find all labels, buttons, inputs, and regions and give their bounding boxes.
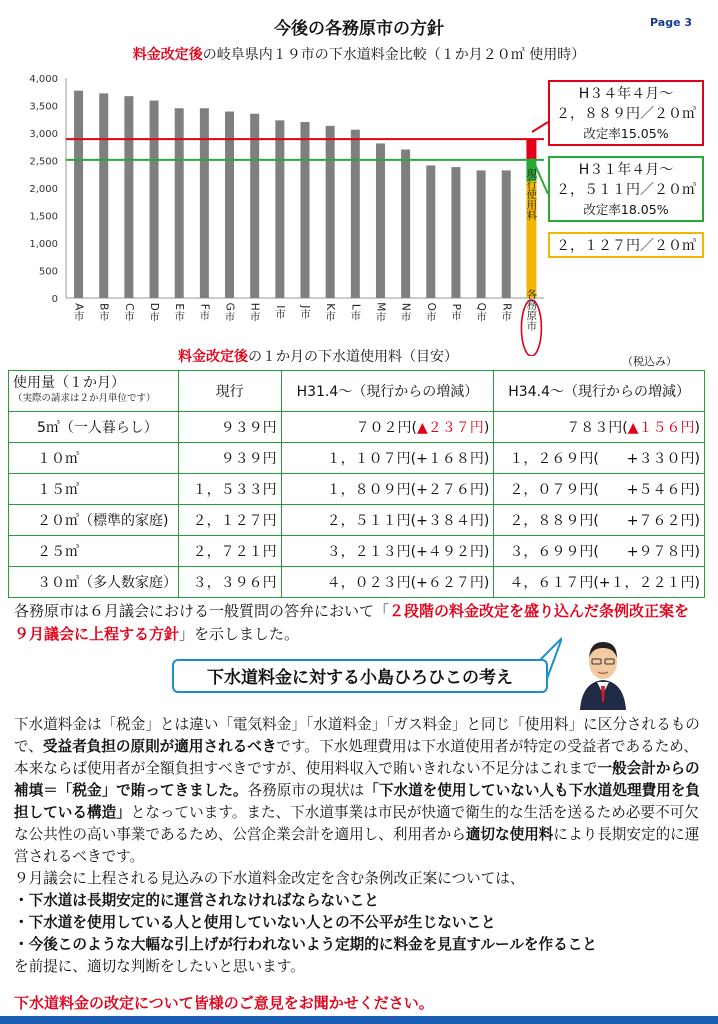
h31-fee-cell bbox=[281, 474, 494, 505]
h34-fee-cell bbox=[494, 567, 705, 598]
bar-F市 bbox=[200, 108, 209, 298]
h34-fee-text: ３，６９９円( +９７８円) bbox=[509, 544, 700, 560]
bar-D市 bbox=[150, 101, 159, 298]
callout-line: ２，１２７円／２０㎥ bbox=[556, 238, 696, 254]
table-title-rest: の１か月の下水道使用料（目安） bbox=[248, 349, 458, 365]
body-text-1a: 下水道料金は「税金」とは違い「電気料金」「水道料金」「ガス料金」と同じ「使用料」に区分されるもので、 bbox=[14, 716, 700, 755]
bar-B市 bbox=[99, 93, 108, 298]
x-tick-label: I市 bbox=[273, 305, 286, 319]
h31-fee-cell bbox=[281, 412, 494, 443]
x-tick-label: J市 bbox=[299, 305, 311, 319]
h34-fee-cell bbox=[494, 443, 705, 474]
bar-H市 bbox=[250, 114, 259, 298]
callout-line: H３４年４月～ bbox=[578, 86, 674, 102]
statement-part-a: 各務原市は６月議会における一般質問の答弁において「 bbox=[14, 602, 390, 620]
header-usage-label: 使用量（１か月） bbox=[13, 375, 125, 391]
callout-box-0 bbox=[548, 80, 704, 146]
x-tick-label: B市 bbox=[97, 303, 110, 321]
callout-line: ２，５１１円／２０㎥ bbox=[556, 182, 696, 198]
x-tick-label-kakamigahara: 各務原市 bbox=[525, 289, 538, 331]
subtitle-highlight: 料金改定後 bbox=[132, 47, 203, 63]
table-row bbox=[9, 536, 705, 567]
h31-fee-text: ３，２１３円(+４９２円) bbox=[326, 544, 490, 560]
h34-fee-close: ) bbox=[694, 420, 700, 436]
bullet-1: ・下水道は長期安定的に運営されなければならないこと bbox=[14, 892, 379, 909]
x-tick-label: E市 bbox=[173, 303, 186, 321]
h34-fee-text: ２，８８９円( +７６２円) bbox=[509, 513, 700, 529]
h34-fee-text: ２，０７９円( +５４６円) bbox=[509, 482, 700, 498]
x-tick-label: R市 bbox=[500, 303, 513, 321]
h34-fee-cell bbox=[494, 474, 705, 505]
fee-table bbox=[8, 370, 705, 598]
h31-fee-text: ４，０２３円(+６２７円) bbox=[326, 575, 490, 591]
bar-E市 bbox=[175, 108, 184, 298]
current-fee-cell: １，５３３円 bbox=[178, 474, 281, 505]
body-text-1g: となっています。また、下水道事業は市民が快適で衛生的な生活を送るため必要不可欠な公共性の高い事業であるため、公営企業会計を適用し、利用者から bbox=[14, 804, 699, 843]
header-h31: H31.4～（現行からの増減） bbox=[281, 371, 494, 412]
statement-highlight: ２段階の料金改定を盛り込んだ条例改正案を９月議会に上程する方針 bbox=[14, 602, 690, 643]
body-text-1d: 一般会計からの補填＝「税金」で賄ってきました。 bbox=[14, 760, 700, 799]
bar-K市 bbox=[326, 126, 335, 298]
current-fee-vertical-label: 現行使用料 bbox=[525, 167, 538, 221]
h31-fee-cell bbox=[281, 536, 494, 567]
h34-fee-text: ４，６１７円(+１，２２１円) bbox=[509, 575, 700, 591]
table-row bbox=[9, 412, 705, 443]
table-row bbox=[9, 567, 705, 598]
bar-N市 bbox=[401, 150, 410, 299]
header-usage-note: （実際の請求は２か月単位です） bbox=[13, 393, 156, 404]
page-title: 今後の各務原市の方針 bbox=[274, 19, 444, 39]
connector-1 bbox=[532, 158, 548, 194]
callout-box-1 bbox=[548, 156, 704, 222]
x-tick-label: F市 bbox=[198, 303, 211, 321]
x-tick-label: P市 bbox=[449, 303, 462, 321]
connector-0 bbox=[532, 122, 548, 132]
x-tick-label: H市 bbox=[248, 302, 261, 322]
callout-box-2 bbox=[548, 232, 704, 258]
bar-Q市 bbox=[477, 170, 486, 298]
h31-fee-text: ７０２円( bbox=[355, 420, 418, 436]
header-current: 現行 bbox=[178, 371, 281, 412]
callout-line: ２，８８９円／２０㎥ bbox=[556, 106, 696, 122]
h34-fee-text: ７８３円( bbox=[566, 420, 628, 436]
body-text-1i: により長期安定的に運営されるべきです。 bbox=[14, 826, 700, 865]
bar-O市 bbox=[426, 165, 435, 298]
table-row bbox=[9, 474, 705, 505]
opinion-banner: 下水道料金に対する小島ひろひこの考え bbox=[172, 659, 548, 693]
x-tick-label: A市 bbox=[72, 303, 85, 321]
y-tick-label: 3,000 bbox=[29, 129, 58, 140]
body-text-1b: 受益者負担の原則が適用されるべき bbox=[42, 738, 277, 755]
h31-fee-text: １，８０９円(+２７６円) bbox=[326, 482, 490, 498]
body-text-1c: です。下水処理費用は下水道使用者が特定の受益者であるため、本来ならば使用者が全額負担すべきですが、使用料収入で賄いきれない不足分はこれまで bbox=[14, 738, 698, 777]
h31-fee-close: ) bbox=[483, 420, 490, 436]
chart-subtitle bbox=[0, 44, 718, 64]
y-tick-label: 2,500 bbox=[29, 156, 58, 168]
table-row bbox=[9, 443, 705, 474]
h31-fee-text: ２，５１１円(+３８４円) bbox=[326, 513, 490, 529]
h34-fee-text: １，２６９円( +３３０円) bbox=[509, 451, 700, 467]
y-tick-label: 4,000 bbox=[29, 74, 58, 85]
page-number: Page 3 bbox=[650, 16, 693, 29]
bar-M市 bbox=[376, 143, 385, 298]
header-h34: H34.4～（現行からの増減） bbox=[494, 371, 705, 412]
x-tick-label: L市 bbox=[349, 303, 362, 321]
bar-L市 bbox=[351, 130, 360, 298]
usage-cell: 5㎥（一人暮らし） bbox=[9, 412, 179, 443]
opinion-body bbox=[14, 714, 704, 978]
x-tick-label: K市 bbox=[324, 303, 337, 321]
callout-line: H３１年４月～ bbox=[578, 162, 674, 178]
current-fee-cell: ２，１２７円 bbox=[178, 505, 281, 536]
y-tick-label: 1,000 bbox=[29, 239, 58, 250]
h31-fee-cell bbox=[281, 567, 494, 598]
h31-fee-cell bbox=[281, 505, 494, 536]
body-text-1e: 各務原市の現状は bbox=[247, 782, 365, 799]
y-tick-label: 2,000 bbox=[29, 184, 58, 195]
bullet-3: ・今後このような大幅な引上げが行われないよう定期的に料金を見直すルールを作ること bbox=[14, 936, 597, 953]
table-title-highlight: 料金改定後 bbox=[178, 349, 248, 365]
bar-J市 bbox=[301, 122, 310, 298]
usage-cell: １５㎥ bbox=[9, 474, 179, 505]
h31-decrease: ▲２３７円 bbox=[417, 420, 484, 436]
x-tick-label: C市 bbox=[122, 303, 135, 321]
header-usage bbox=[9, 371, 179, 412]
current-fee-cell: ９３９円 bbox=[178, 443, 281, 474]
body-paragraph-1 bbox=[14, 714, 704, 868]
x-tick-label: O市 bbox=[424, 302, 437, 322]
x-tick-label: Q市 bbox=[475, 302, 488, 322]
bar-R市 bbox=[502, 170, 511, 298]
h34-decrease: ▲１５６円 bbox=[627, 420, 695, 436]
usage-cell: １０㎥ bbox=[9, 443, 179, 474]
table-row bbox=[9, 505, 705, 536]
h34-fee-cell bbox=[494, 412, 705, 443]
callout-line: 改定率18.05% bbox=[583, 202, 669, 217]
table-header-row bbox=[9, 371, 705, 412]
current-fee-cell: ３，３９６円 bbox=[178, 567, 281, 598]
h31-fee-cell bbox=[281, 443, 494, 474]
bullet-2: ・下水道を使用している人と使用していない人との不公平が生じないこと bbox=[14, 914, 496, 931]
portrait-illustration bbox=[570, 628, 636, 710]
body-text-1f: 「下水道を使用していない人も下水道処理費用を負担している構造」 bbox=[14, 782, 700, 821]
y-tick-label: 500 bbox=[38, 266, 58, 278]
current-fee-cell: ９３９円 bbox=[178, 412, 281, 443]
usage-cell: ２５㎥ bbox=[9, 536, 179, 567]
x-tick-label: G市 bbox=[223, 302, 236, 322]
body-paragraph-3: を前提に、適切な判断をしたいと思います。 bbox=[14, 958, 305, 975]
footer-bar bbox=[0, 1016, 718, 1024]
y-tick-label: 3,500 bbox=[29, 101, 58, 113]
callout-connectors bbox=[528, 110, 558, 310]
body-paragraph-2: ９月議会に上程される見込みの下水道料金改定を含む条例改正案については、 bbox=[14, 870, 525, 887]
h31-fee-text: １，１０７円(+１６８円) bbox=[326, 451, 490, 467]
bar-I市 bbox=[275, 120, 284, 298]
subtitle-rest: の岐阜県内１９市の下水道料金比較（１か月２０㎥ 使用時） bbox=[202, 47, 586, 63]
usage-cell: ２０㎥（標準的家庭) bbox=[9, 505, 179, 536]
h34-fee-cell bbox=[494, 505, 705, 536]
y-tick-label: 1,500 bbox=[29, 211, 58, 223]
current-fee-cell: ２，７２１円 bbox=[178, 536, 281, 567]
body-text-1h: 適切な使用料 bbox=[465, 826, 554, 843]
y-tick-label: 0 bbox=[51, 294, 58, 305]
tax-note: （税込み） bbox=[622, 355, 677, 368]
statement-part-c: 」を示しました。 bbox=[179, 625, 300, 643]
usage-cell: ３０㎥（多人数家庭） bbox=[9, 567, 179, 598]
x-tick-label: N市 bbox=[399, 302, 412, 322]
bar-C市 bbox=[124, 96, 133, 298]
fee-table-body bbox=[9, 412, 705, 598]
closing-request: 下水道料金の改定について皆様のご意見をお聞かせください。 bbox=[14, 994, 434, 1012]
h34-fee-cell bbox=[494, 536, 705, 567]
callout-line: 改定率15.05% bbox=[583, 126, 669, 141]
table-title bbox=[178, 346, 458, 366]
x-tick-label: M市 bbox=[374, 302, 387, 322]
bar-A市 bbox=[74, 91, 83, 298]
x-tick-label: D市 bbox=[148, 302, 161, 322]
bar-P市 bbox=[451, 167, 460, 298]
